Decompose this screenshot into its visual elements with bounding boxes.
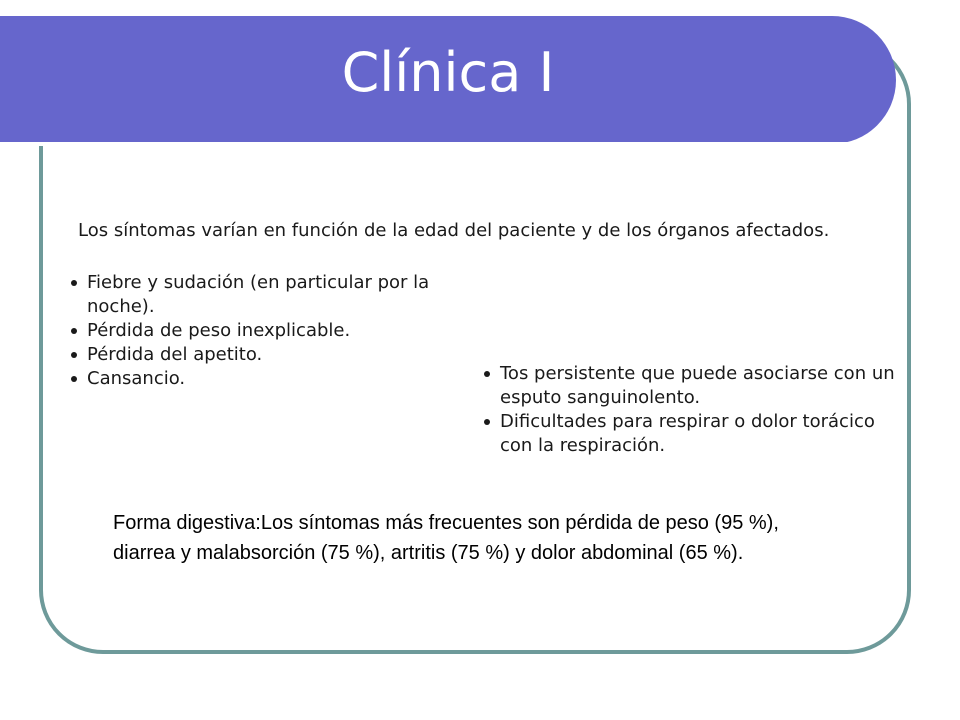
respiratory-symptoms-list xyxy=(484,362,904,458)
symptoms-intro: Los síntomas varían en función de la edad del paciente y de los órganos afectados. xyxy=(78,220,830,241)
list-item: Cansancio. xyxy=(71,367,471,391)
list-item: Tos persistente que puede asociarse con un esputo sanguinolento. xyxy=(484,362,904,410)
slide-title: Clínica I xyxy=(341,41,555,104)
digestive-form-paragraph: Forma digestiva:Los síntomas más frecuentes son pérdida de peso (95 %), diarrea y malabsorción (75 %), artritis (75 %) y dolor abdominal (65 %). xyxy=(113,512,779,564)
list-item: Dificultades para respirar o dolor torácico con la respiración. xyxy=(484,410,904,458)
title-underline xyxy=(0,142,848,146)
list-item: Pérdida de peso inexplicable. xyxy=(71,319,471,343)
list-item: Fiebre y sudación (en particular por la noche). xyxy=(71,271,471,319)
general-symptoms-list xyxy=(71,271,471,391)
list-item: Pérdida del apetito. xyxy=(71,343,471,367)
